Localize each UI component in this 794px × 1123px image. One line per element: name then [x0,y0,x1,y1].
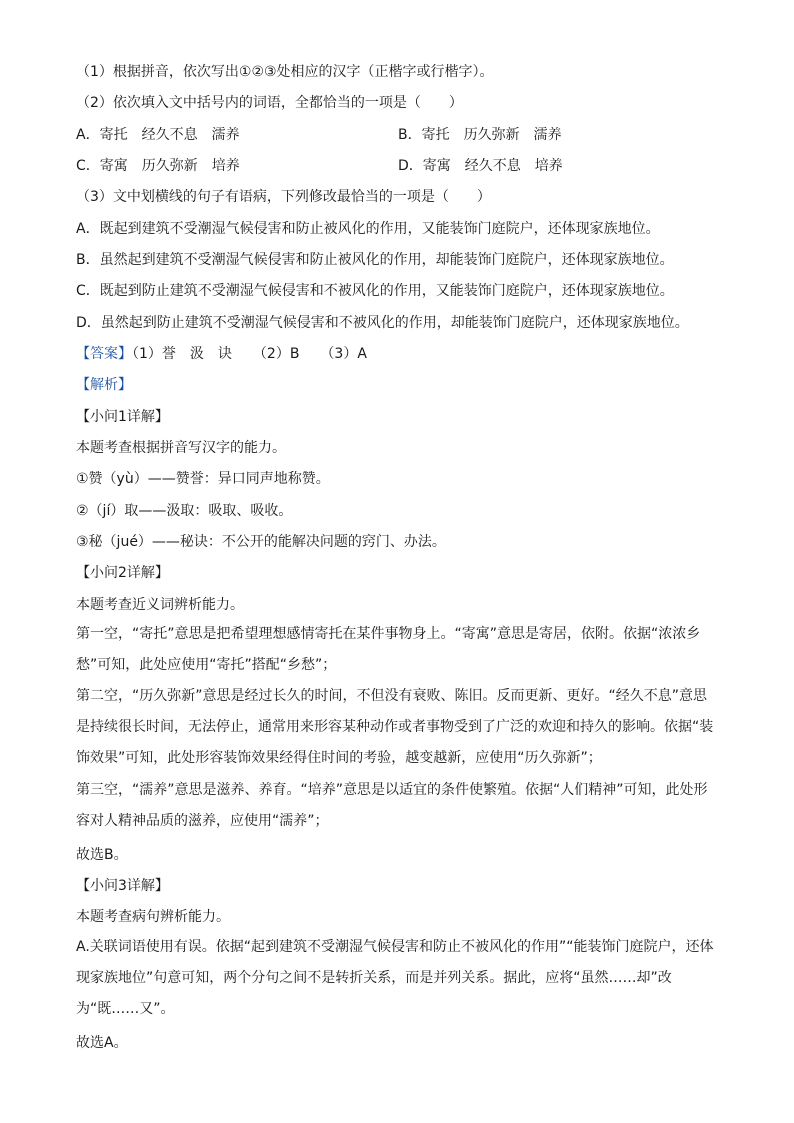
q3-option-c: C．既起到防止建筑不受潮湿气候侵害和不被风化的作用，又能装饰门庭院户，还体现家族地位。 [76,283,674,299]
sub1-item: ①赞（yù）——赞誉：异口同声地称赞。 [76,471,330,487]
sub1-heading: 【小问1详解】 [76,409,169,425]
q2-option-d: D．寄寓 经久不息 培养 [398,158,563,174]
question-3: （3）文中划横线的句子有语病，下列修改最恰当的一项是（ ） [76,189,491,205]
q2-option-c: C．寄寓 历久弥新 培养 [76,158,240,174]
sub1-item: ②（jí）取——汲取：吸取、吸收。 [76,503,293,519]
sub2-heading: 【小问2详解】 [76,565,169,581]
sub3-intro: 本题考查病句辨析能力。 [76,909,230,925]
sub2-paragraph-3: 第三空，“濡养”意思是滋养、养育。“培养”意思是以适宜的条件使繁殖。依据“人们精神”可知，此处形容对人精神品质的滋养，应使用“濡养”； [76,782,708,829]
sub1-item: ③秘（jué）——秘诀：不公开的能解决问题的窍门、办法。 [76,534,446,550]
question-1: （1）根据拼音，依次写出①②③处相应的汉字（正楷字或行楷字）。 [76,64,494,80]
q3-option-a: A．既起到建筑不受潮湿气候侵害和防止被风化的作用，又能装饰门庭院户，还体现家族地位。 [76,221,660,237]
answer-label: 【答案】 [76,346,132,362]
sub3-paragraph-1: A.关联词语使用有误。依据“起到建筑不受潮湿气候侵害和防止不被风化的作用”“能装饰门庭院户，还体现家族地位”句意可知，两个分句之间不是转折关系，而是并列关系。据此，应将“虽然……却”改为“既……又”。 [76,939,714,1017]
answer-line [76,345,716,363]
q2-option-b: B．寄托 历久弥新 濡养 [398,127,562,143]
sub2-paragraph-1: 第一空，“寄托”意思是把希望理想感情寄托在某件事物身上。“寄寓”意思是寄居，依附。依据“浓浓乡愁”可知，此处应使用“寄托”搭配“乡愁”； [76,626,701,673]
q2-option-a: A．寄托 经久不息 濡养 [76,127,240,143]
sub3-conclusion: 故选A。 [76,1035,128,1051]
answer-text: （1）誉 汲 诀 （2）B （3）A [132,346,367,362]
sub2-paragraph-2: 第二空，“历久弥新”意思是经过长久的时间，不但没有衰败、陈旧。反而更新、更好。“经久不息”意思是持续很长时间，无法停止，通常用来形容某种动作或者事物受到了广泛的欢迎和持久的影响。依据“装饰效果”可知，此处形容装饰效果经得住时间的考验，越变越新，应使用“历久弥新”； [76,688,714,766]
question-2: （2）依次填入文中括号内的词语，全都恰当的一项是（ ） [76,95,463,111]
q3-option-b: B．虽然起到建筑不受潮湿气候侵害和防止被风化的作用，却能装饰门庭院户，还体现家族地位。 [76,252,674,268]
sub3-heading: 【小问3详解】 [76,878,169,894]
sub2-intro: 本题考查近义词辨析能力。 [76,597,244,613]
analysis-label: 【解析】 [76,377,132,393]
sub1-intro: 本题考查根据拼音写汉字的能力。 [76,440,286,456]
q3-option-d: D．虽然起到防止建筑不受潮湿气候侵害和不被风化的作用，却能装饰门庭院户，还体现家族地位。 [76,315,689,331]
sub2-conclusion: 故选B。 [76,847,128,863]
